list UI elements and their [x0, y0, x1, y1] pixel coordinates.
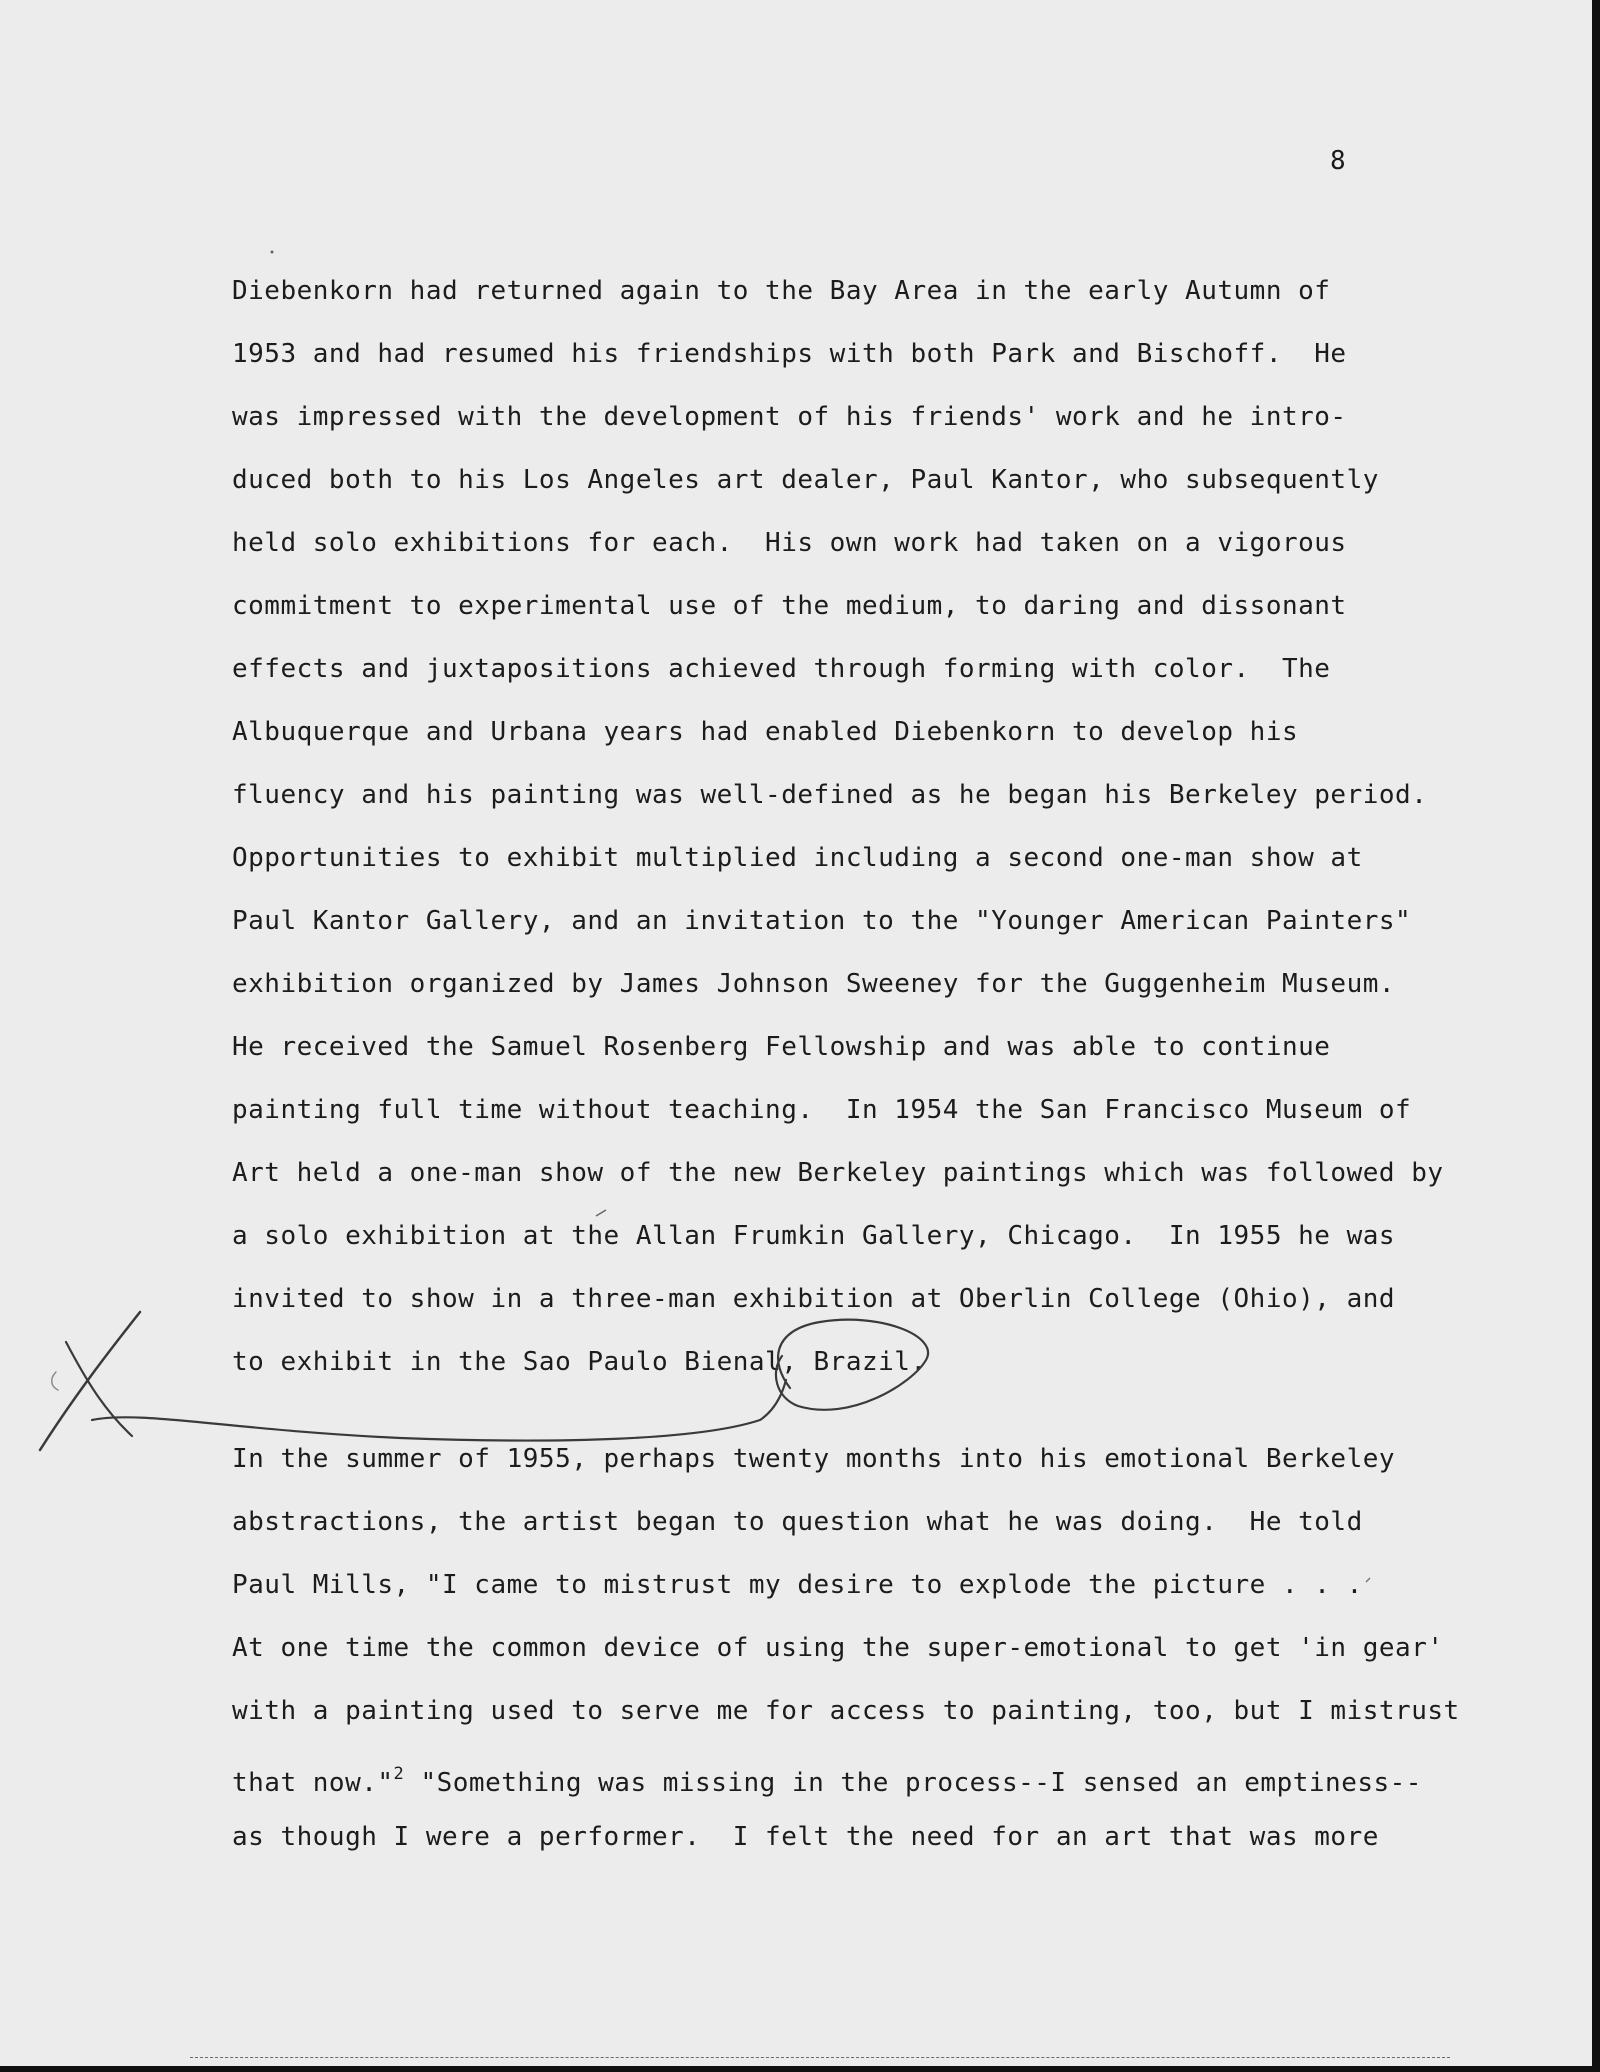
text-line: painting full time without teaching. In 1954 the San Francisco Museum of: [232, 1095, 1412, 1125]
text-line: exhibition organized by James Johnson Sweeney for the Guggenheim Museum.: [232, 969, 1396, 999]
page-number: 8: [1330, 146, 1346, 176]
stray-mark: [271, 251, 274, 254]
text-line: abstractions, the artist began to question what he was doing. He told: [232, 1507, 1363, 1537]
text-line: commitment to experimental use of the medium, to daring and dissonant: [232, 591, 1347, 621]
text-line: was impressed with the development of his friends' work and he intro-: [232, 402, 1347, 432]
page-edge-rule: [190, 2057, 1450, 2058]
text-line: Paul Kantor Gallery, and an invitation to the "Younger American Painters": [232, 906, 1412, 936]
text-fragment: "Something was missing in the process--I sensed an emptiness--: [404, 1768, 1422, 1798]
x-mark: [40, 1312, 140, 1450]
text-line: Art held a one-man show of the new Berkeley paintings which was followed by: [232, 1158, 1444, 1188]
footnote-line: [232, 1743, 1532, 1806]
footnote-marker: 2: [393, 1764, 405, 1784]
text-line: duced both to his Los Angeles art dealer, Paul Kantor, who subsequently: [232, 465, 1379, 495]
text-line: In the summer of 1955, perhaps twenty months into his emotional Berkeley: [232, 1444, 1396, 1474]
text-line: 1953 and had resumed his friendships with both Park and Bischoff. He: [232, 339, 1347, 369]
text-fragment: that now.": [232, 1768, 394, 1798]
text-line: Albuquerque and Urbana years had enabled Diebenkorn to develop his: [232, 717, 1299, 747]
text-line: He received the Samuel Rosenberg Fellowship and was able to continue: [232, 1032, 1331, 1062]
paragraph-2: [232, 1428, 1532, 1869]
text-line: Diebenkorn had returned again to the Bay Area in the early Autumn of: [232, 276, 1331, 306]
x-mark: [66, 1342, 132, 1436]
x-mark: [52, 1372, 58, 1390]
text-line: Paul Mills, "I came to mistrust my desire to explode the picture . . .: [232, 1570, 1363, 1600]
text-line: a solo exhibition at the Allan Frumkin Gallery, Chicago. In 1955 he was: [232, 1221, 1396, 1251]
text-line: as though I were a performer. I felt the need for an art that was more: [232, 1822, 1379, 1852]
text-line: fluency and his painting was well-defined as he began his Berkeley period.: [232, 780, 1428, 810]
text-line: invited to show in a three-man exhibition at Oberlin College (Ohio), and: [232, 1284, 1396, 1314]
text-line: with a painting used to serve me for access to painting, too, but I mistrust: [232, 1696, 1460, 1726]
text-line: At one time the common device of using the super-emotional to get 'in gear': [232, 1633, 1444, 1663]
text-line: Opportunities to exhibit multiplied including a second one-man show at: [232, 843, 1363, 873]
text-line: to exhibit in the Sao Paulo Bienal, Brazil.: [232, 1347, 927, 1377]
paragraph-1: [232, 260, 1532, 1394]
text-line: held solo exhibitions for each. His own work had taken on a vigorous: [232, 528, 1347, 558]
text-line: effects and juxtapositions achieved through forming with color. The: [232, 654, 1331, 684]
